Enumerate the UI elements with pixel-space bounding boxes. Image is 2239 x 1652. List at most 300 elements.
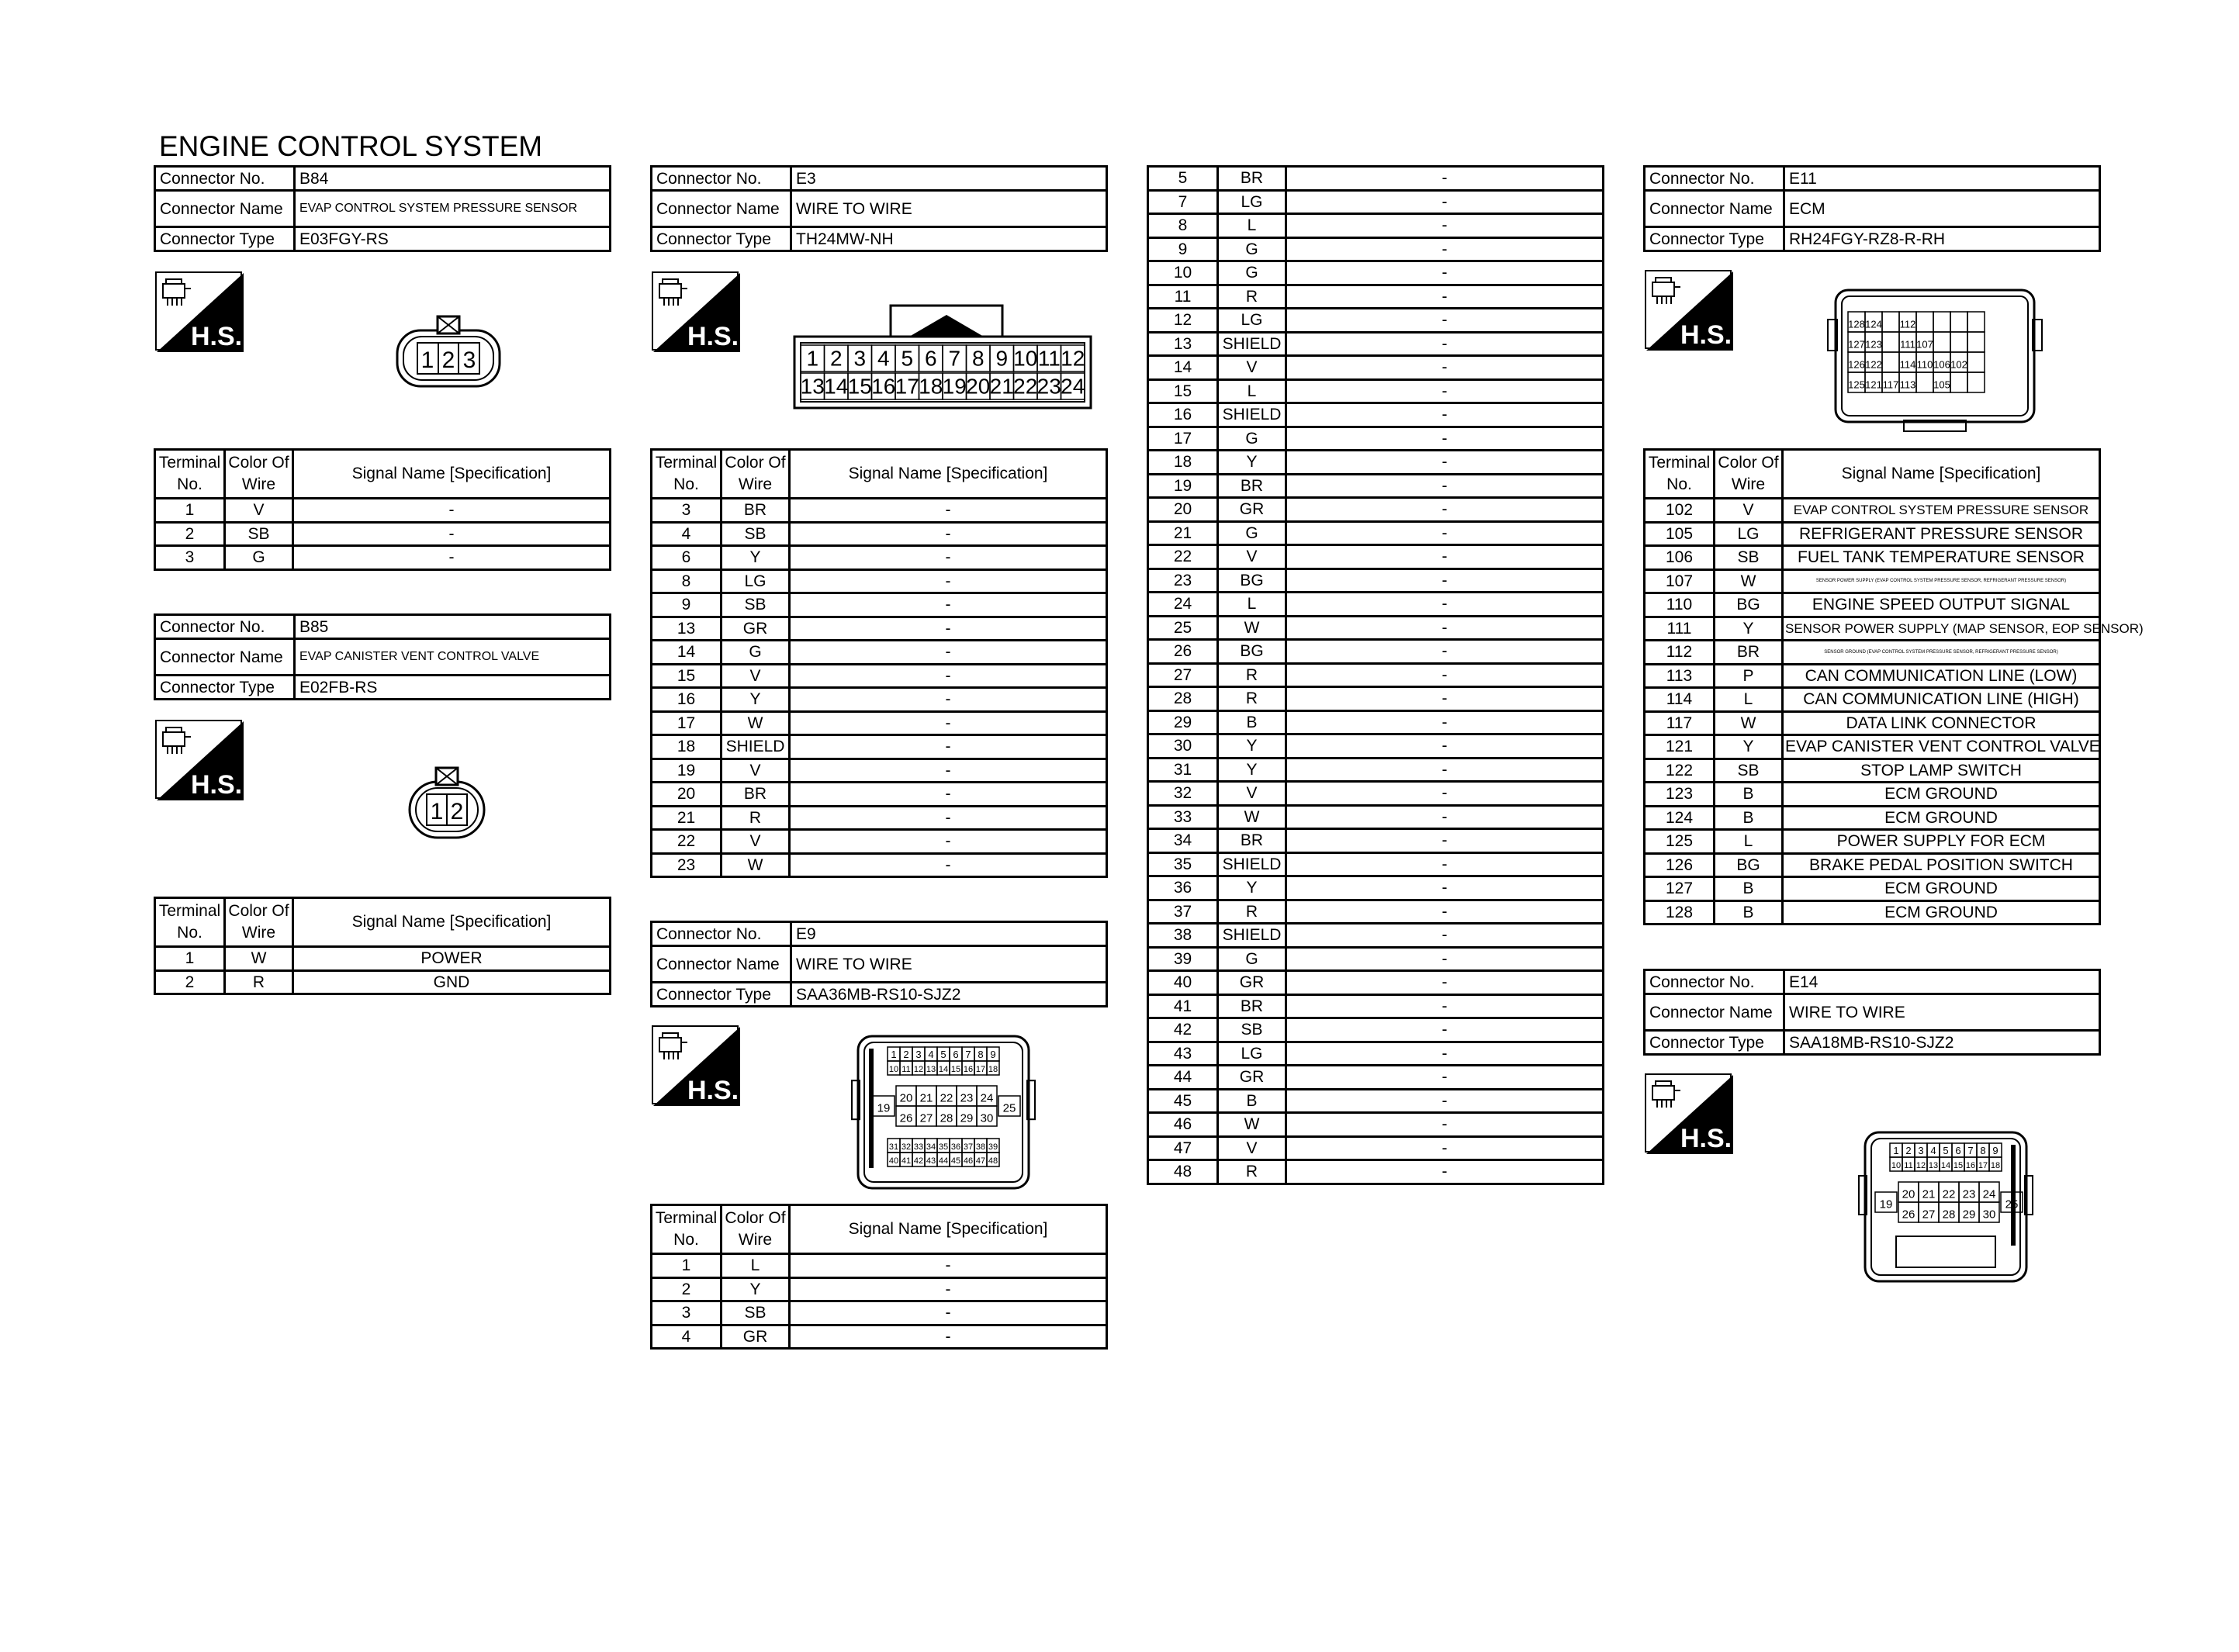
pin-label: 22: [940, 1091, 953, 1105]
wire-color-cell: W: [722, 853, 790, 877]
header-signal-name: Signal Name [Specification]: [293, 450, 611, 499]
pin-label: 22: [1013, 374, 1038, 399]
table-row: [1148, 1018, 1604, 1042]
pin-label: 37: [963, 1142, 974, 1153]
wire-color-cell: SHIELD: [1218, 332, 1286, 356]
terminal-no-cell: 31: [1148, 758, 1218, 782]
signal-name-cell: BRAKE PEDAL POSITION SWITCH: [1783, 853, 2100, 877]
pin-label: 48: [988, 1156, 998, 1166]
terminal-no-cell: 102: [1645, 499, 1715, 523]
pin-label: 11: [901, 1065, 911, 1075]
wire-color-cell: BR: [722, 783, 790, 807]
table-row: [652, 688, 1107, 712]
table-row: [1148, 379, 1604, 403]
table-row: [1645, 569, 2100, 593]
terminal-no-cell: 8: [652, 569, 722, 593]
signal-name-cell: -: [1286, 285, 1604, 309]
wire-color-cell: GR: [1218, 971, 1286, 995]
pin-label: 11: [1904, 1161, 1913, 1171]
signal-name-cell: -: [790, 759, 1107, 783]
wire-color-cell: R: [722, 806, 790, 830]
terminal-no-cell: 121: [1645, 735, 1715, 759]
connector-name-value: WIRE TO WIRE: [791, 191, 1107, 227]
signal-name-cell: -: [1286, 876, 1604, 900]
pin-label: 18: [988, 1065, 998, 1075]
table-row: [1645, 593, 2100, 617]
terminal-no-cell: 11: [1148, 285, 1218, 309]
table-row: [652, 830, 1107, 854]
wire-color-cell: P: [1715, 664, 1783, 688]
pin-label: 114: [1899, 358, 1916, 371]
table-row: [1148, 1136, 1604, 1160]
pin-label: 7: [1967, 1145, 1974, 1157]
wire-color-cell: L: [1715, 830, 1783, 854]
wire-color-cell: Y: [1715, 735, 1783, 759]
terminal-no-cell: 27: [1148, 663, 1218, 687]
terminal-no-cell: 114: [1645, 688, 1715, 712]
terminal-no-cell: 47: [1148, 1136, 1218, 1160]
signal-name-cell: EVAP CONTROL SYSTEM PRESSURE SENSOR: [1783, 499, 2100, 523]
wire-color-cell: W: [1715, 569, 1783, 593]
table-row: [1148, 309, 1604, 333]
connector-type-value: TH24MW-NH: [791, 227, 1107, 251]
table-row: [1148, 190, 1604, 214]
terminal-no-cell: 38: [1148, 924, 1218, 948]
signal-name-cell: ECM GROUND: [1783, 900, 2100, 924]
signal-name-cell: -: [1286, 167, 1604, 191]
table-row: [1148, 427, 1604, 451]
wire-color-cell: L: [1218, 379, 1286, 403]
label-connector-name: Connector Name: [652, 191, 791, 227]
signal-name-cell: STOP LAMP SWITCH: [1783, 759, 2100, 783]
signal-name-cell: -: [1286, 569, 1604, 593]
pin-label: 24: [980, 1091, 994, 1105]
signal-name-cell: -: [1286, 900, 1604, 924]
pin-label: 7: [965, 1049, 971, 1061]
pin-label: 13: [1928, 1161, 1939, 1171]
hs-label: H.S.: [191, 322, 243, 351]
signal-name-cell: EVAP CANISTER VENT CONTROL VALVE: [1783, 735, 2100, 759]
harness-side-icon: [1645, 270, 1732, 349]
pin-label: 9: [990, 1049, 996, 1061]
table-row: [1148, 545, 1604, 569]
pin-label: 4: [1930, 1145, 1936, 1157]
wire-color-cell: B: [1715, 783, 1783, 807]
pin-label: 16: [1965, 1161, 1976, 1171]
wire-color-cell: Y: [1218, 734, 1286, 759]
pin-label: 128: [1848, 318, 1865, 330]
wire-color-cell: LG: [1218, 1042, 1286, 1066]
table-row: [155, 522, 611, 546]
terminal-no-cell: 16: [652, 688, 722, 712]
pin-label: 9: [1992, 1145, 1998, 1157]
signal-name-cell: CAN COMMUNICATION LINE (HIGH): [1783, 688, 2100, 712]
signal-name-cell: GND: [293, 970, 611, 994]
pin-label: 24: [1982, 1187, 1996, 1201]
table-row: [1148, 876, 1604, 900]
pin-label: 8: [971, 346, 985, 371]
table-row: [1148, 521, 1604, 545]
terminal-no-cell: 5: [1148, 167, 1218, 191]
label-connector-name: Connector Name: [1645, 191, 1784, 227]
pin-label: 7: [948, 346, 961, 371]
connector-name-value: EVAP CANISTER VENT CONTROL VALVE: [295, 639, 611, 676]
terminal-no-cell: 1: [652, 1254, 722, 1278]
wire-color-cell: Y: [1218, 451, 1286, 475]
table-row: [1645, 853, 2100, 877]
pin-label: 36: [950, 1142, 961, 1153]
terminal-no-cell: 4: [652, 522, 722, 546]
terminal-no-cell: 23: [1148, 569, 1218, 593]
pin-label: 44: [938, 1156, 949, 1166]
terminal-no-cell: 48: [1148, 1160, 1218, 1184]
terminal-no-cell: 8: [1148, 214, 1218, 238]
wire-color-cell: Y: [722, 546, 790, 570]
pin-label: 23: [960, 1091, 974, 1105]
terminal-no-cell: 29: [1148, 710, 1218, 734]
pin-label: 2: [903, 1049, 909, 1061]
harness-side-icon: [155, 271, 242, 351]
pin-label: 12: [913, 1065, 924, 1075]
terminal-no-cell: 33: [1148, 805, 1218, 829]
signal-name-cell: -: [790, 546, 1107, 570]
terminal-no-cell: 124: [1645, 806, 1715, 830]
pin-label: 2: [1905, 1145, 1912, 1157]
pin-label: 3: [915, 1049, 922, 1061]
terminal-no-cell: 36: [1148, 876, 1218, 900]
pin-label: 12: [1915, 1161, 1926, 1171]
table-row: [1645, 546, 2100, 570]
signal-name-cell: -: [1286, 214, 1604, 238]
signal-name-cell: -: [1286, 616, 1604, 640]
pin-label: 8: [1980, 1145, 1986, 1157]
terminal-no-cell: 18: [652, 735, 722, 759]
wire-color-cell: LG: [1218, 309, 1286, 333]
pin-label: 3: [1918, 1145, 1924, 1157]
wire-color-cell: SB: [1715, 546, 1783, 570]
table-row: [652, 569, 1107, 593]
pin-label: 30: [1982, 1208, 1996, 1222]
wire-color-cell: V: [1218, 782, 1286, 806]
wire-color-cell: V: [225, 499, 293, 523]
connector-e11-diagram: [1826, 289, 2043, 433]
wire-color-cell: BR: [1218, 474, 1286, 498]
table-row: [1148, 214, 1604, 238]
table-row: [1148, 663, 1604, 687]
table-row: [1645, 900, 2100, 924]
wire-color-cell: B: [1218, 710, 1286, 734]
signal-name-cell: -: [1286, 663, 1604, 687]
terminal-no-cell: 41: [1148, 994, 1218, 1018]
table-row: [1148, 285, 1604, 309]
wire-color-cell: V: [722, 759, 790, 783]
header-signal-name: Signal Name [Specification]: [790, 1205, 1107, 1254]
signal-name-cell: -: [1286, 687, 1604, 711]
label-connector-no: Connector No.: [652, 922, 791, 946]
pin-label: 26: [1902, 1208, 1915, 1222]
header-color-of-wire: Color Of Wire: [722, 1205, 790, 1254]
signal-name-cell: -: [790, 641, 1107, 665]
pin-label: 40: [888, 1156, 899, 1166]
table-row: [652, 641, 1107, 665]
table-row: [1148, 900, 1604, 924]
pin-label: 14: [938, 1065, 949, 1075]
table-row: [652, 783, 1107, 807]
label-connector-type: Connector Type: [652, 983, 791, 1007]
wire-color-cell: V: [1218, 545, 1286, 569]
label-connector-no: Connector No.: [1645, 167, 1784, 191]
signal-name-cell: SENSOR POWER SUPPLY (MAP SENSOR, EOP SENSOR): [1783, 617, 2100, 641]
harness-side-icon: [652, 1025, 739, 1104]
wire-color-cell: B: [1715, 877, 1783, 901]
pin-label: 31: [888, 1142, 899, 1153]
table-row: [1148, 640, 1604, 664]
signal-name-cell: -: [1286, 829, 1604, 853]
wire-color-cell: BR: [1218, 167, 1286, 191]
pin-label: 30: [980, 1111, 994, 1125]
terminal-no-cell: 24: [1148, 593, 1218, 617]
pin-label: 25: [2005, 1198, 2019, 1211]
pin-label: 123: [1865, 338, 1882, 351]
svg-text:H.S.: H.S.: [687, 1076, 739, 1105]
harness-side-icon: [652, 271, 739, 351]
table-row: [652, 711, 1107, 735]
signal-name-cell: ECM GROUND: [1783, 877, 2100, 901]
pin-label: 4: [928, 1049, 934, 1061]
table-row: [1148, 758, 1604, 782]
wire-color-cell: BG: [1218, 569, 1286, 593]
signal-name-cell: -: [790, 1325, 1107, 1349]
terminal-no-cell: 3: [155, 546, 225, 570]
terminal-no-cell: 106: [1645, 546, 1715, 570]
signal-name-cell: -: [1286, 403, 1604, 427]
pin-label: 15: [847, 374, 872, 399]
signal-name-cell: -: [1286, 356, 1604, 380]
wire-color-cell: Y: [722, 688, 790, 712]
pin-label: 23: [1962, 1187, 1976, 1201]
table-row: [1148, 805, 1604, 829]
wire-color-cell: W: [722, 711, 790, 735]
terminal-no-cell: 44: [1148, 1066, 1218, 1090]
table-row: [1645, 617, 2100, 641]
label-connector-no: Connector No.: [155, 615, 295, 639]
signal-name-cell: -: [790, 499, 1107, 523]
table-row: [652, 1325, 1107, 1349]
pin-label: 9: [995, 346, 1009, 371]
pin-label: 34: [926, 1142, 936, 1153]
wire-color-cell: G: [225, 546, 293, 570]
wire-color-cell: LG: [722, 569, 790, 593]
wire-color-cell: W: [1218, 616, 1286, 640]
terminal-no-cell: 19: [652, 759, 722, 783]
signal-name-cell: -: [1286, 1113, 1604, 1137]
terminal-no-cell: 7: [1148, 190, 1218, 214]
terminal-no-cell: 9: [1148, 237, 1218, 261]
connector-no-value: E9: [791, 922, 1107, 946]
signal-name-cell: -: [1286, 545, 1604, 569]
signal-name-cell: -: [1286, 924, 1604, 948]
wire-color-cell: SB: [722, 593, 790, 617]
wire-color-cell: G: [722, 641, 790, 665]
wire-color-cell: BR: [1218, 994, 1286, 1018]
table-row: [652, 759, 1107, 783]
terminal-no-cell: 15: [1148, 379, 1218, 403]
signal-name-cell: -: [1286, 498, 1604, 522]
connector-name-value: WIRE TO WIRE: [1784, 994, 2100, 1031]
pin-label: 18: [919, 374, 943, 399]
wire-color-cell: L: [1715, 688, 1783, 712]
pin-label: 10: [1013, 346, 1038, 371]
terminal-no-cell: 10: [1148, 261, 1218, 285]
pin-label: 5: [1943, 1145, 1949, 1157]
wire-color-cell: SB: [722, 522, 790, 546]
signal-name-cell: -: [1286, 782, 1604, 806]
wire-color-cell: B: [1218, 1089, 1286, 1113]
terminal-no-cell: 127: [1645, 877, 1715, 901]
terminal-no-cell: 20: [652, 783, 722, 807]
wire-color-cell: SHIELD: [1218, 852, 1286, 876]
terminal-no-cell: 3: [652, 1301, 722, 1325]
signal-name-cell: -: [293, 546, 611, 570]
pin-label: 22: [1942, 1187, 1956, 1201]
signal-name-cell: -: [790, 1277, 1107, 1301]
pin-label: 29: [1962, 1208, 1976, 1222]
wire-color-cell: R: [1218, 1160, 1286, 1184]
pin-label: 23: [1036, 374, 1061, 399]
table-row: [1148, 852, 1604, 876]
signal-name-cell: -: [790, 688, 1107, 712]
terminal-no-cell: 14: [652, 641, 722, 665]
wire-color-cell: V: [722, 830, 790, 854]
pin-label: 41: [901, 1156, 912, 1166]
pin-label: 126: [1848, 358, 1865, 371]
wire-color-cell: W: [1218, 805, 1286, 829]
signal-name-cell: FUEL TANK TEMPERATURE SENSOR: [1783, 546, 2100, 570]
table-row: [1645, 499, 2100, 523]
connector-no-value: E14: [1784, 970, 2100, 994]
table-row: [1148, 1089, 1604, 1113]
terminal-no-cell: 122: [1645, 759, 1715, 783]
pin-label: 106: [1933, 358, 1950, 371]
signal-name-cell: -: [1286, 971, 1604, 995]
label-connector-type: Connector Type: [652, 227, 791, 251]
table-row: [1645, 688, 2100, 712]
wire-color-cell: Y: [1715, 617, 1783, 641]
svg-text:H.S.: H.S.: [1680, 320, 1732, 350]
wire-color-cell: LG: [1218, 190, 1286, 214]
signal-name-cell: -: [790, 806, 1107, 830]
terminal-no-cell: 21: [1148, 521, 1218, 545]
pin-label: 1: [1893, 1145, 1899, 1157]
label-connector-name: Connector Name: [155, 191, 295, 227]
wire-color-cell: R: [225, 970, 293, 994]
label-connector-type: Connector Type: [1645, 227, 1784, 251]
connector-no-value: B84: [295, 167, 611, 191]
table-row: [1148, 971, 1604, 995]
pin-label: 42: [913, 1156, 924, 1166]
terminal-no-cell: 4: [652, 1325, 722, 1349]
label-connector-name: Connector Name: [155, 639, 295, 676]
header-terminal-no: Terminal No.: [155, 898, 225, 947]
wire-color-cell: V: [1218, 1136, 1286, 1160]
connector-type-value: SAA18MB-RS10-SJZ2: [1784, 1031, 2100, 1055]
pin-label: 117: [1882, 378, 1899, 391]
pin-label: 47: [975, 1156, 986, 1166]
table-row: [1645, 830, 2100, 854]
pin-label: 21: [989, 374, 1014, 399]
terminal-no-cell: 39: [1148, 947, 1218, 971]
terminal-no-cell: 25: [1148, 616, 1218, 640]
pin-label: 12: [1061, 346, 1085, 371]
pin-label: 13: [926, 1065, 936, 1075]
wire-color-cell: BR: [1715, 641, 1783, 665]
wire-color-cell: V: [1715, 499, 1783, 523]
signal-name-cell: -: [1286, 1018, 1604, 1042]
table-row: [1148, 1066, 1604, 1090]
pin-label: 19: [1879, 1198, 1893, 1211]
terminal-no-cell: 17: [1148, 427, 1218, 451]
connector-name-value: ECM: [1784, 191, 2100, 227]
connector-type-value: RH24FGY-RZ8-R-RH: [1784, 227, 2100, 251]
table-row: [1148, 237, 1604, 261]
connector-name-value: EVAP CONTROL SYSTEM PRESSURE SENSOR: [295, 191, 611, 227]
pin-3: 3: [462, 347, 476, 373]
wire-color-cell: GR: [1218, 498, 1286, 522]
signal-name-cell: SENSOR GROUND (EVAP CONTROL SYSTEM PRESSURE SENSOR, REFRIGERANT PRESSURE SENSOR): [1783, 641, 2100, 665]
header-color-of-wire: Color Of Wire: [722, 450, 790, 499]
wire-color-cell: SB: [722, 1301, 790, 1325]
pin-label: 2: [829, 346, 843, 371]
signal-name-cell: -: [790, 853, 1107, 877]
pin-label: 27: [1922, 1208, 1936, 1222]
pin-label: 102: [1950, 358, 1967, 371]
header-terminal-no: Terminal No.: [155, 450, 225, 499]
signal-name-cell: -: [293, 522, 611, 546]
signal-name-cell: -: [1286, 474, 1604, 498]
wire-color-cell: GR: [722, 617, 790, 641]
terminal-no-cell: 107: [1645, 569, 1715, 593]
signal-name-cell: -: [1286, 261, 1604, 285]
pin-label: 33: [913, 1142, 924, 1153]
terminal-no-cell: 42: [1148, 1018, 1218, 1042]
terminal-no-cell: 15: [652, 664, 722, 688]
terminal-no-cell: 126: [1645, 853, 1715, 877]
pin-label: 18: [1990, 1161, 2001, 1171]
header-color-of-wire: Color Of Wire: [225, 450, 293, 499]
signal-name-cell: -: [790, 522, 1107, 546]
terminal-no-cell: 20: [1148, 498, 1218, 522]
signal-name-cell: -: [790, 617, 1107, 641]
pin-1: 1: [430, 799, 444, 824]
terminal-no-cell: 28: [1148, 687, 1218, 711]
pin-label: 19: [877, 1101, 891, 1115]
terminal-no-cell: 112: [1645, 641, 1715, 665]
table-row: [652, 1301, 1107, 1325]
header-signal-name: Signal Name [Specification]: [790, 450, 1107, 499]
terminal-no-cell: 46: [1148, 1113, 1218, 1137]
table-row: [652, 617, 1107, 641]
signal-name-cell: -: [790, 783, 1107, 807]
terminal-no-cell: 125: [1645, 830, 1715, 854]
connector-e11-info: [1643, 165, 2101, 252]
table-row: [1645, 877, 2100, 901]
pin-label: 24: [1061, 374, 1085, 399]
signal-name-cell: -: [790, 1301, 1107, 1325]
pin-label: 28: [940, 1111, 953, 1125]
signal-name-cell: -: [790, 664, 1107, 688]
signal-name-cell: -: [1286, 1066, 1604, 1090]
pin-label: 107: [1916, 338, 1933, 351]
